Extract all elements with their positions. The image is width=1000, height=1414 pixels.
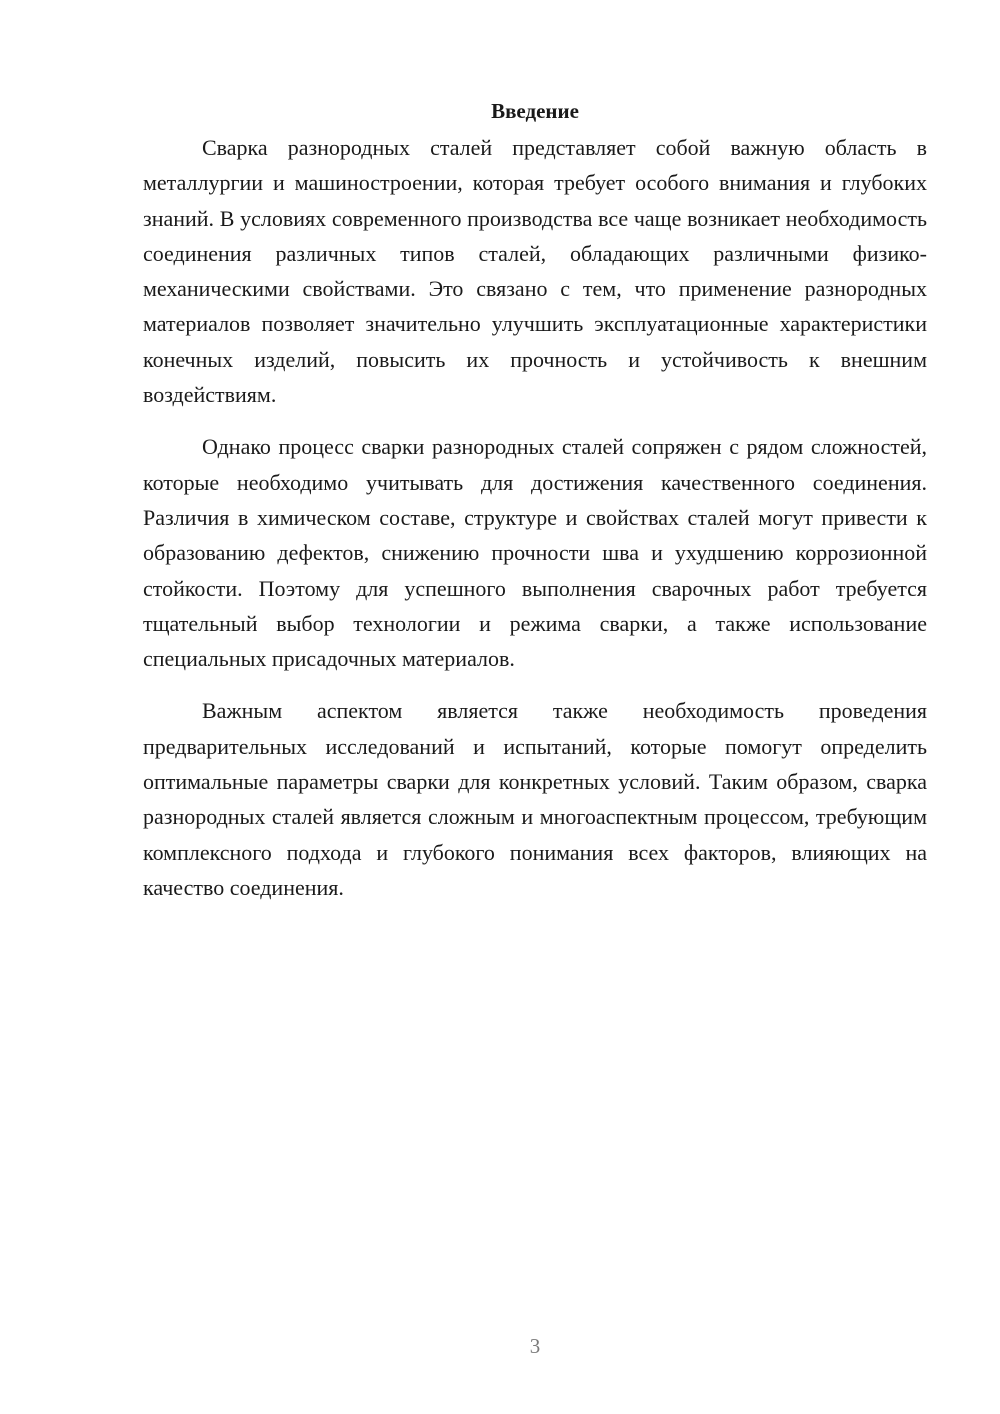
paragraph-3: Важным аспектом является также необходимость проведения предварительных исследований и испытаний, которые помогут определить оптимальные параметры сварки для конкретных условий. Таким образом, сварка разнородных сталей является сложным и многоаспектным процессом, требующим комплексного подхода и глубокого понимания всех факторов, влияющих на качество соединения.	[143, 698, 927, 900]
paragraph-2: Однако процесс сварки разнородных сталей сопряжен с рядом сложностей, которые необходимо учитывать для достижения качественного соединения. Различия в химическом составе, структуре и свойствах сталей могут привести к образованию дефектов, снижению прочности шва и ухудшению коррозионной стойкости. Поэтому для успешного выполнения сварочных работ требуется тщательный выбор технологии и режима сварки, а также использование специальных присадочных материалов.	[143, 434, 927, 672]
document-body	[143, 96, 927, 922]
section-title: Введение	[491, 99, 579, 123]
page-number: 3	[529, 1334, 541, 1358]
paragraph-1: Сварка разнородных сталей представляет собой важную область в металлургии и машиностроении, которая требует особого внимания и глубоких знаний. В условиях современного производства все чаще возникает необходимость соединения различных типов сталей, обладающих различными физико-механическими свойствами. Это связано с тем, что применение разнородных материалов позволяет значительно улучшить эксплуатационные характеристики конечных изделий, повысить их прочность и устойчивость к внешним воздействиям.	[143, 135, 927, 408]
